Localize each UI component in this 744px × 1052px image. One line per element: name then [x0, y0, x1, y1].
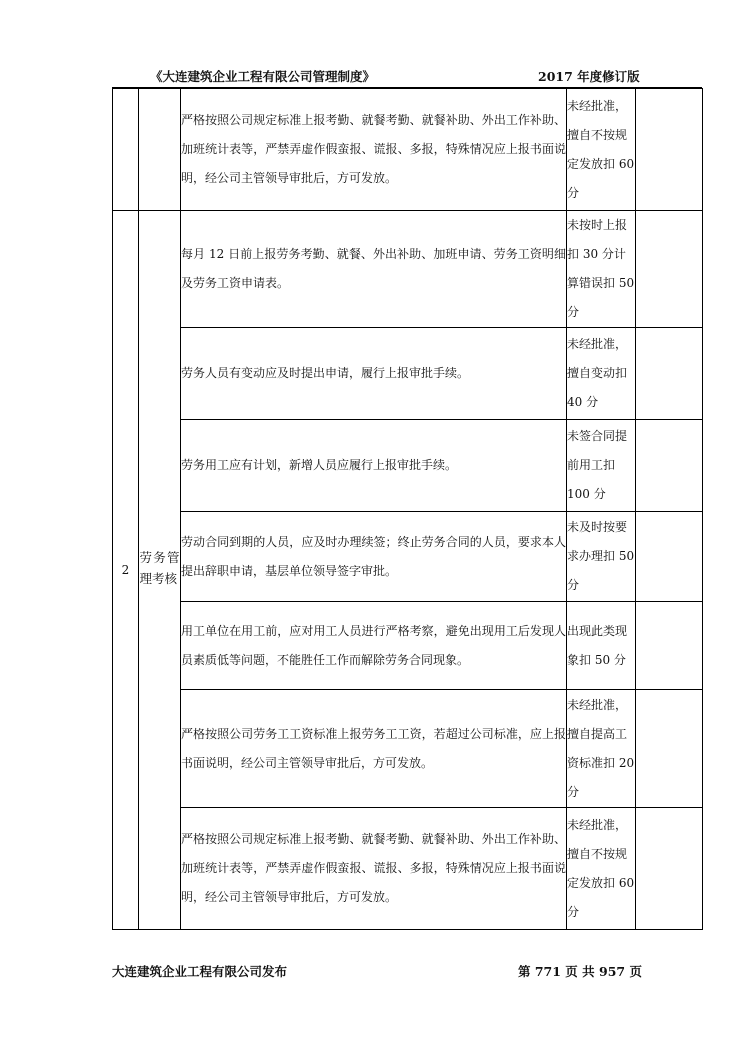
header-version: 2017 年度修订版 — [538, 69, 640, 84]
category-cell — [139, 89, 181, 211]
assessment-table — [112, 88, 703, 930]
penalty-text: 未及时按要求办理扣 50 分 — [567, 520, 635, 592]
penalty-text: 未按时上报扣 30 分计算错误扣 50 分 — [567, 218, 635, 319]
table-row — [113, 512, 703, 602]
score-cell — [636, 89, 703, 211]
penalty-text: 未经批准，擅自不按规定发放扣 60 分 — [567, 817, 635, 919]
score-cell — [636, 420, 703, 512]
requirement-cell — [181, 211, 567, 328]
header-title: 《大连建筑企业工程有限公司管理制度》 — [150, 69, 376, 84]
penalty-text: 未经批准，擅自提高工资标准扣 20 分 — [567, 697, 635, 799]
table-row — [113, 808, 703, 930]
score-cell — [636, 328, 703, 420]
penalty-cell — [567, 602, 636, 690]
requirement-text: 严格按照公司规定标准上报考勤、就餐考勤、就餐补助、外出工作补助、加班统计表等，严禁弄虚作假蛮报、谎报、多报，特殊情况应上报书面说明，经公司主管领导审批后，方可发放。 — [181, 832, 566, 904]
table-row — [113, 602, 703, 690]
requirement-text: 严格按照公司劳务工工资标准上报劳务工工资，若超过公司标准，应上报书面说明，经公司主管领导审批后，方可发放。 — [181, 726, 566, 770]
penalty-text: 未经批准，擅自变动扣 40 分 — [567, 337, 628, 409]
penalty-text: 未经批准，擅自不按规定发放扣 60 分 — [567, 98, 635, 200]
penalty-cell — [567, 808, 636, 930]
penalty-cell — [567, 89, 636, 211]
requirement-cell — [181, 89, 567, 211]
category-cell — [139, 211, 181, 930]
category-text: 劳务管理考核 — [139, 549, 180, 586]
requirement-cell — [181, 690, 567, 808]
requirement-text: 严格按照公司规定标准上报考勤、就餐考勤、就餐补助、外出工作补助、加班统计表等，严禁弄虚作假蛮报、谎报、多报，特殊情况应上报书面说明，经公司主管领导审批后，方可发放。 — [181, 113, 566, 185]
requirement-text: 每月 12 日前上报劳务考勤、就餐、外出补助、加班申请、劳务工资明细及劳务工资申请表。 — [181, 247, 566, 290]
requirement-text: 劳务用工应有计划，新增人员应履行上报审批手续。 — [181, 458, 458, 472]
score-cell — [636, 690, 703, 808]
footer-page-number: 第 771 页 共 957 页 — [518, 964, 642, 979]
penalty-cell — [567, 512, 636, 602]
penalty-cell — [567, 420, 636, 512]
section-number-cell: 2 — [113, 211, 139, 930]
table-row — [113, 211, 703, 328]
requirement-text: 劳动合同到期的人员，应及时办理续签；终止劳务合同的人员，要求本人提出辞职申请，基层单位领导签字审批。 — [181, 534, 566, 578]
footer-publisher: 大连建筑企业工程有限公司发布 — [112, 964, 288, 979]
penalty-text: 出现此类现象扣 50 分 — [567, 623, 628, 667]
penalty-text: 未签合同提前用工扣 100 分 — [567, 429, 628, 501]
table-row — [113, 328, 703, 420]
score-cell — [636, 602, 703, 690]
requirement-cell — [181, 602, 567, 690]
penalty-cell — [567, 690, 636, 808]
score-cell — [636, 808, 703, 930]
requirement-cell — [181, 420, 567, 512]
requirement-cell — [181, 512, 567, 602]
score-cell — [636, 211, 703, 328]
table-row — [113, 420, 703, 512]
table-row — [113, 89, 703, 211]
score-cell — [636, 512, 703, 602]
requirement-cell — [181, 328, 567, 420]
penalty-cell — [567, 211, 636, 328]
penalty-cell — [567, 328, 636, 420]
requirement-cell — [181, 808, 567, 930]
table-row — [113, 690, 703, 808]
section-number-cell — [113, 89, 139, 211]
requirement-text: 劳务人员有变动应及时提出申请，履行上报审批手续。 — [181, 366, 470, 380]
requirement-text: 用工单位在用工前，应对用工人员进行严格考察，避免出现用工后发现人员素质低等问题，不能胜任工作而解除劳务合同现象。 — [181, 623, 566, 667]
